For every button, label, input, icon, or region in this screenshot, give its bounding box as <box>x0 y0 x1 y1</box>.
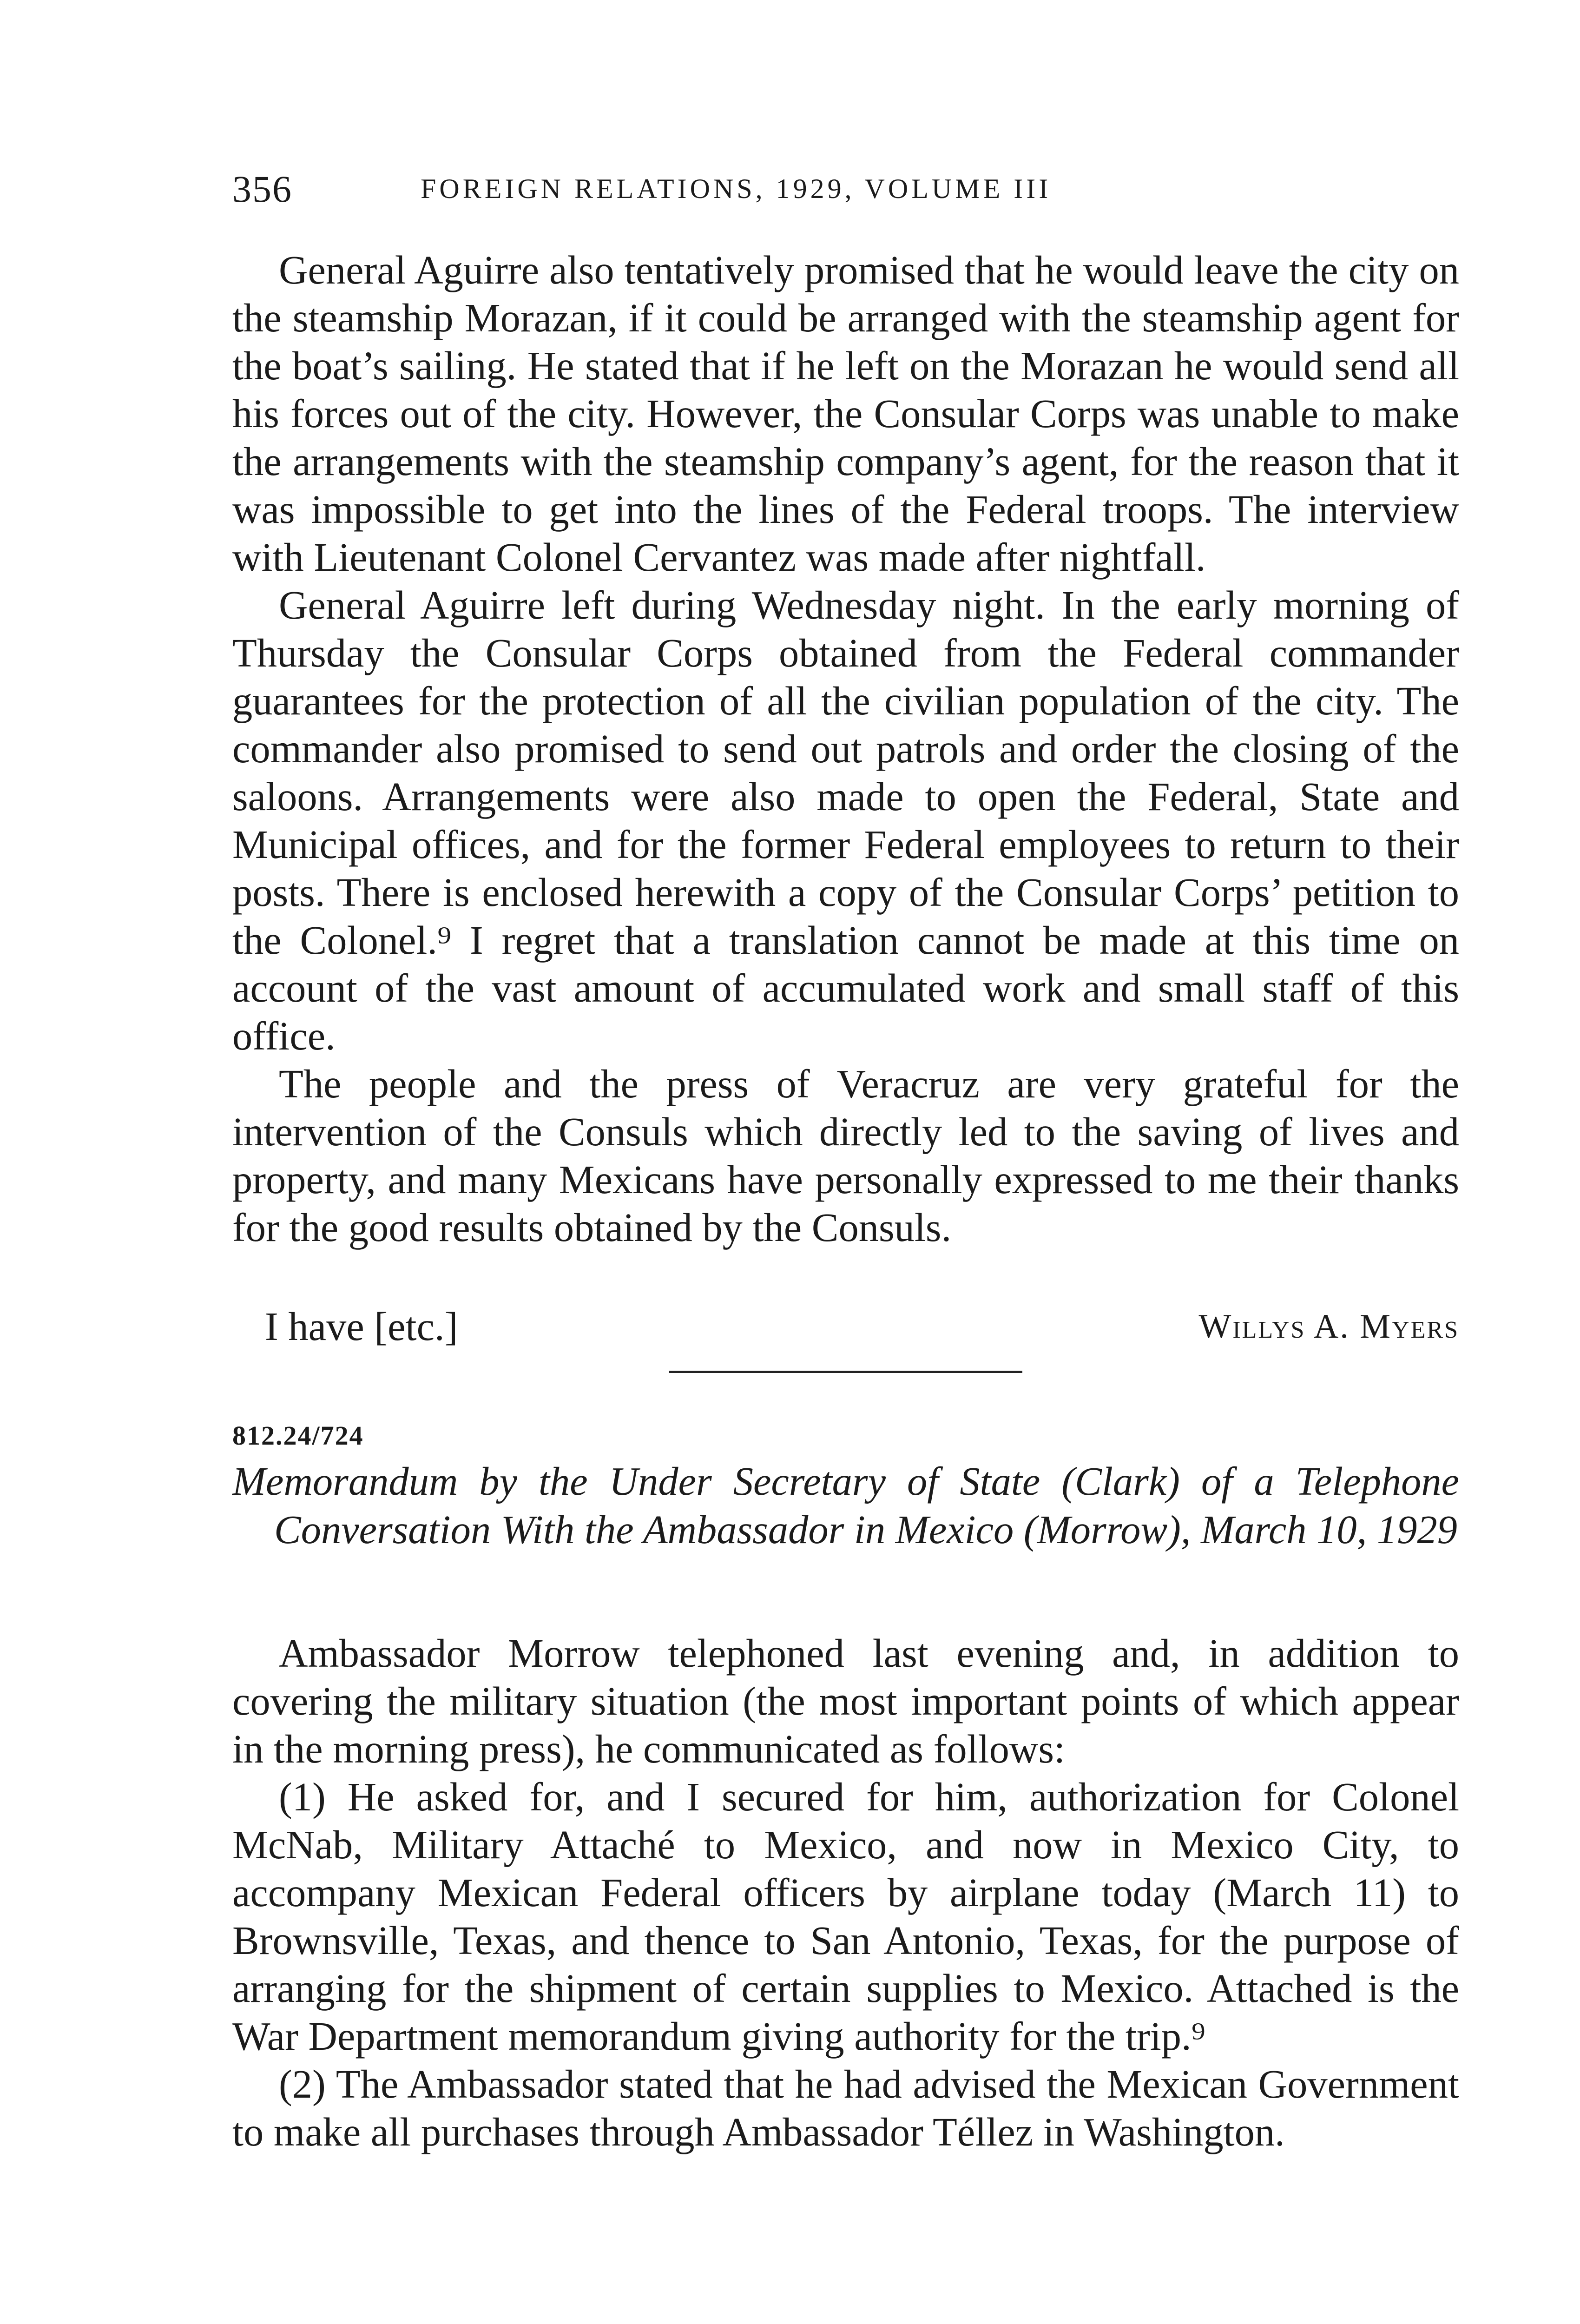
signature: Willys A. Myers <box>1198 1307 1459 1346</box>
paragraph: Ambassador Morrow telephoned last evening and, in addition to covering the military situation (the most important points of which appear in the morning press), he communicated as follows: <box>232 1631 1459 1771</box>
memorandum-body <box>232 1630 1459 2156</box>
page-number: 356 <box>232 168 292 210</box>
paragraph: The people and the press of Veracruz are very grateful for the intervention of the Consuls which directly led to the saving of lives and property, and many Mexicans have personally expressed to me their thanks for the good results obtained by the Consuls. <box>232 1062 1459 1250</box>
running-head: FOREIGN RELATIONS, 1929, VOLUME III <box>421 173 1052 204</box>
letter-closing <box>265 1303 1459 1354</box>
paragraph: (1) He asked for, and I secured for him, authorization for Colonel McNab, Military Attaché to Mexico, and now in Mexico City, to accompany Mexican Federal officers by airplane today (March 11) to Brownsville, Texas, and thence to San Antonio, Texas, for the purpose of arranging for the shipment of certain supplies to Mexico. Attached is the War Department memorandum giving authority for the trip.⁹ <box>232 1775 1459 2059</box>
file-number: 812.24/724 <box>232 1420 364 1451</box>
paragraph: (2) The Ambassador stated that he had advised the Mexican Government to make all purchases through Ambassador Téllez in Washington. <box>232 2062 1459 2154</box>
section-divider <box>669 1371 1022 1373</box>
paragraph: General Aguirre left during Wednesday night. In the early morning of Thursday the Consular Corps obtained from the Federal commander guarantees for the protection of all the civilian population of the city. The commander also promised to send out patrols and order the closing of the saloons. Arrangements were also made to open the Federal, State and Municipal offices, and for the former Federal employees to return to their posts. There is enclosed herewith a copy of the Consular Corps’ petition to the Colonel.⁹ I regret that a translation cannot be made at this time on account of the vast amount of accumulated work and small staff of this office. <box>232 583 1459 1058</box>
paragraph: General Aguirre also tentatively promised that he would leave the city on the steamship Morazan, if it could be arranged with the steamship agent for the boat’s sailing. He stated that if he left on the Morazan he would send all his forces out of the city. However, the Consular Corps was unable to make the arrangements with the steamship company’s agent, for the reason that it was impossible to get into the lines of the Federal troops. The interview with Lieutenant Colonel Cervantez was made after nightfall. <box>232 248 1459 580</box>
page-header <box>232 167 1459 218</box>
letter-body <box>232 246 1459 1252</box>
document-heading: Memorandum by the Under Secretary of State (Clark) of a Telephone Conversation With the Ambassador in Mexico (Morrow), March 10, 1929 <box>232 1459 1459 1552</box>
complimentary-close: I have [etc.] <box>265 1304 458 1349</box>
